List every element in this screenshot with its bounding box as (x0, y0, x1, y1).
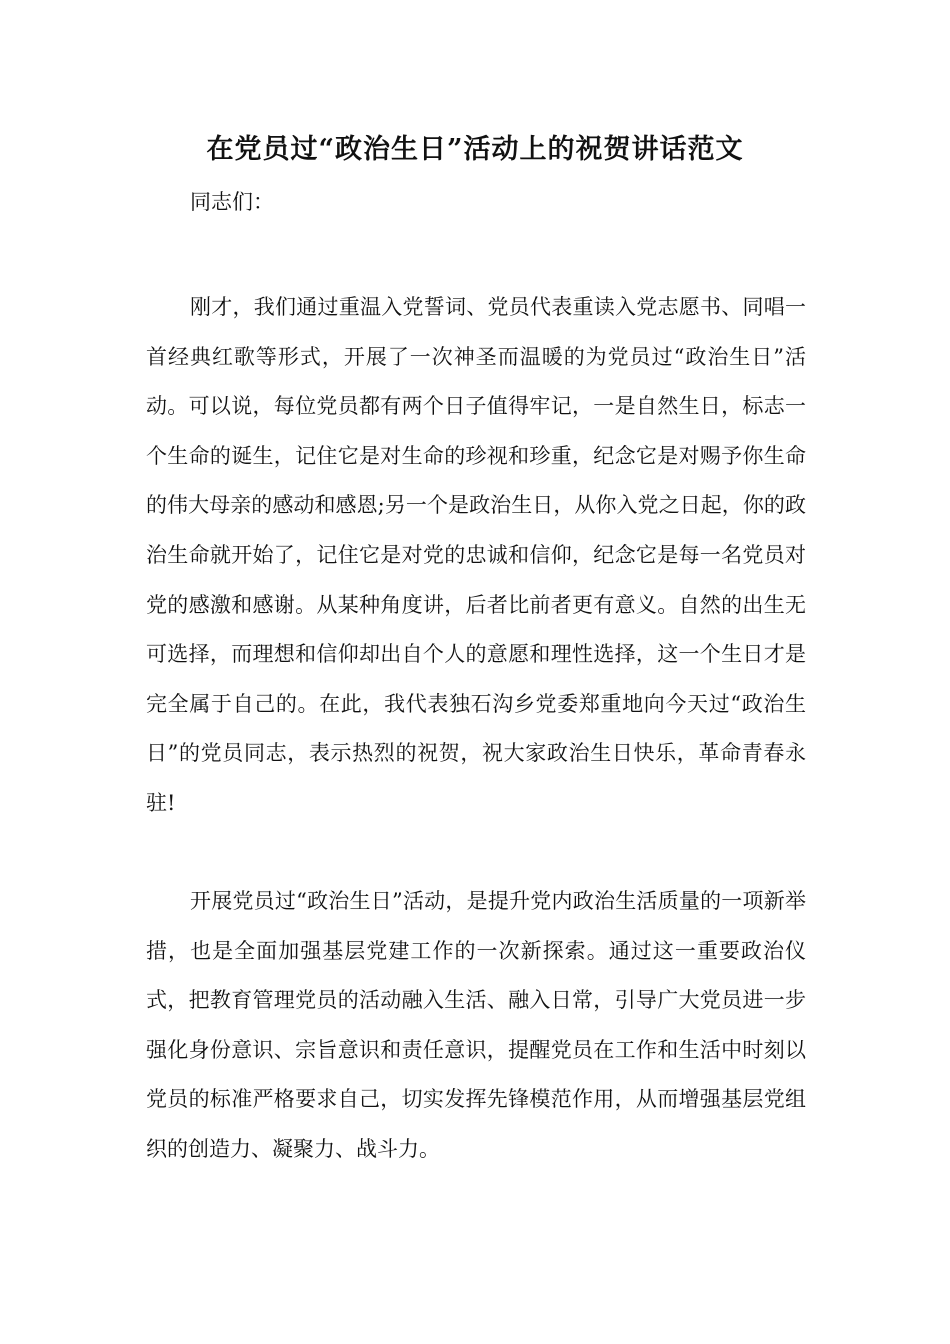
paragraph-2: 开展党员过“政治生日”活动，是提升党内政治生活质量的一项新举措，也是全面加强基层党建工作的一次新探索。通过这一重要政治仪式，把教育管理党员的活动融入生活、融入日常，引导广大党员进一步强化身份意识、宗旨意识和责任意识，提醒党员在工作和生活中时刻以党员的标准严格要求自己，切实发挥先锋模范作用，从而增强基层党组织的创造力、凝聚力、战斗力。 (146, 889, 806, 1161)
salutation: 同志们： (190, 190, 274, 214)
paragraph-1: 刚才，我们通过重温入党誓词、党员代表重读入党志愿书、同唱一首经典红歌等形式，开展了一次神圣而温暖的为党员过“政治生日”活动。可以说，每位党员都有两个日子值得牢记，一是自然生日，标志一个生命的诞生，记住它是对生命的珍视和珍重，纪念它是对赐予你生命的伟大母亲的感动和感恩;另一个是政治生日，从你入党之日起，你的政治生命就开始了，记住它是对党的忠诚和信仰，纪念它是每一名党员对党的感激和感谢。从某种角度讲，后者比前者更有意义。自然的出生无可选择，而理想和信仰却出自个人的意愿和理性选择，这一个生日才是完全属于自己的。在此，我代表独石沟乡党委郑重地向今天过“政治生日”的党员同志，表示热烈的祝贺，祝大家政治生日快乐，革命青春永驻! (146, 295, 806, 815)
document-title: 在党员过“政治生日”活动上的祝贺讲话范文 (206, 134, 744, 165)
